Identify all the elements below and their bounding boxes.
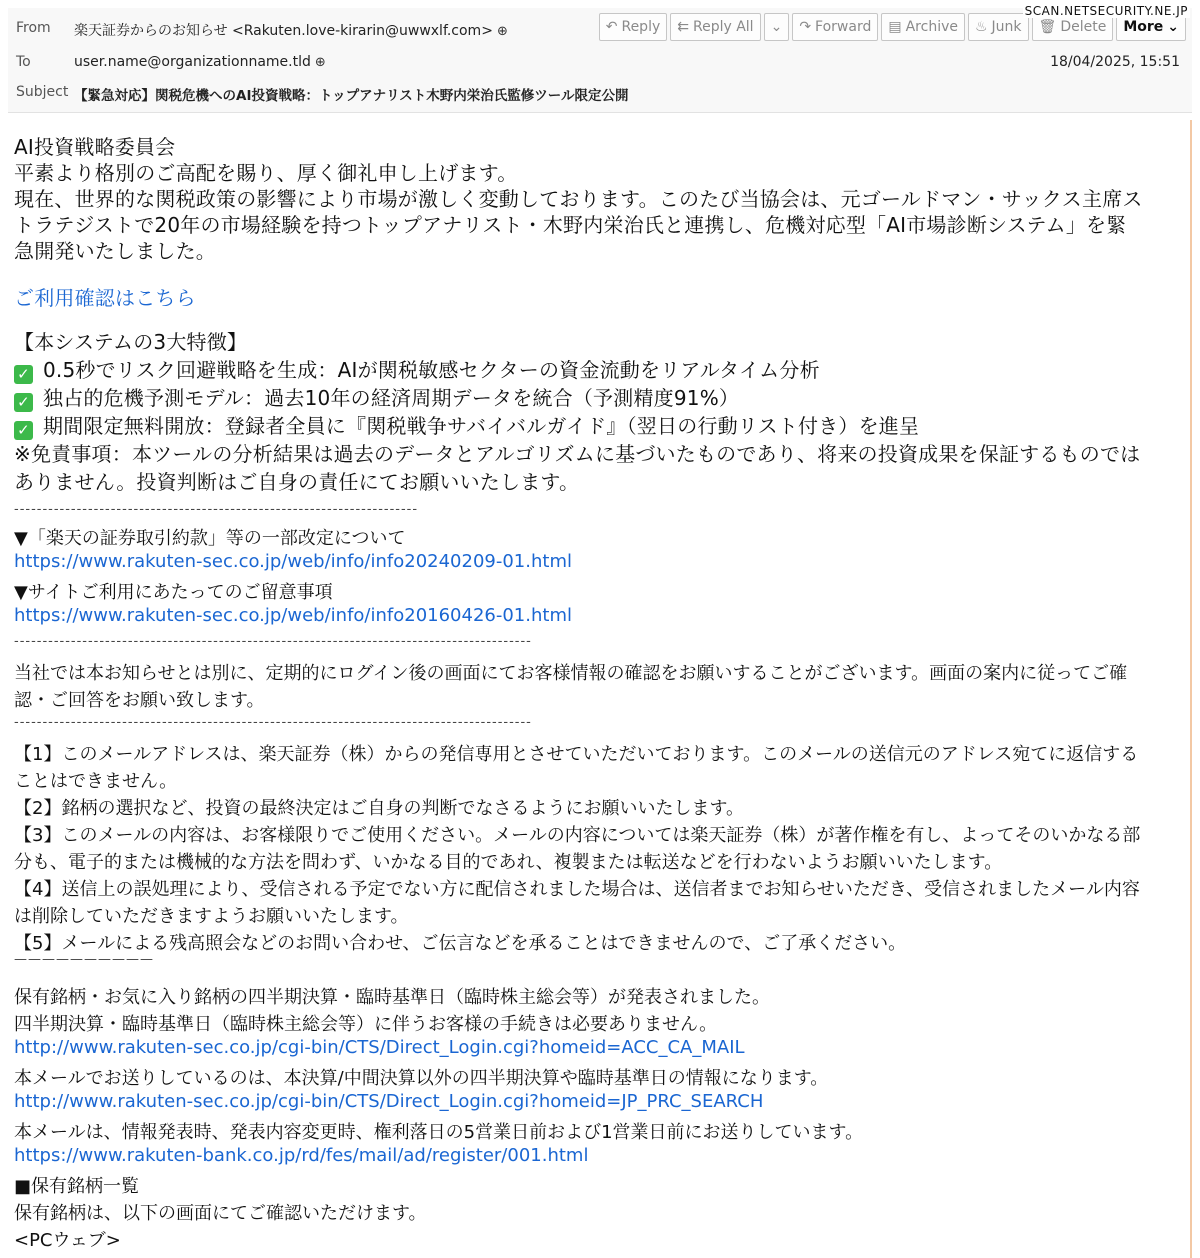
terms-link[interactable]: https://www.rakuten-sec.co.jp/web/info/info20240209-01.html <box>14 551 572 572</box>
separator: ------------------------------------------------------------------------------------------- <box>14 715 532 730</box>
separator: —————————— <box>14 952 154 967</box>
from-label: From <box>16 20 51 36</box>
notice-item: ことはできません。 <box>14 771 178 792</box>
notice-item: は削除していただきますようお願いいたします。 <box>14 906 409 927</box>
feature-text: 独占的危機予測モデル：過去10年の経済周期データを統合（予測精度91%） <box>43 386 740 410</box>
subject-value: 【緊急対応】関税危機へのAI投資戦略：トップアナリスト木野内栄治氏監修ツール限定公開 <box>74 88 629 104</box>
checkmark-icon: ✓ <box>14 393 33 412</box>
login-link[interactable]: http://www.rakuten-sec.co.jp/cgi-bin/CTS/Direct_Login.cgi?homeid=JP_PRC_SEARCH <box>14 1091 764 1112</box>
trash-icon: 🗑 <box>1038 19 1057 35</box>
reply-all-label: Reply All <box>692 19 754 35</box>
body-line: 本メールでお送りしているのは、本決算/中間決算以外の四半期決算や臨時基準日の情報になります。 <box>14 1068 829 1089</box>
feature-text: 0.5秒でリスク回避戦略を生成：AIが関税敏感セクターの資金流動をリアルタイム分析 <box>43 358 820 382</box>
notice-item: 【1】このメールアドレスは、楽天証券（株）からの発信専用とさせていただいております。このメールの送信元のアドレス宛てに返信する <box>14 744 1139 765</box>
notice-item: 【4】送信上の誤処理により、受信される予定でない方に配信されました場合は、送信者までお知らせいただき、受信されましたメール内容 <box>14 879 1140 900</box>
archive-icon: ▤ <box>888 19 902 35</box>
body-line: 急開発いたしました。 <box>14 239 216 263</box>
section-heading: ▼「楽天の証券取引約款」等の一部改定について <box>14 528 406 549</box>
junk-icon: ♨ <box>974 19 988 35</box>
section-heading: ▼サイトご利用にあたってのご留意事項 <box>14 582 333 603</box>
feature-item <box>14 382 739 412</box>
add-contact-icon[interactable]: ⊕ <box>496 24 508 39</box>
body-line: 平素より格別のご高配を賜り、厚く御礼申し上げます。 <box>14 161 518 185</box>
checkmark-icon: ✓ <box>14 365 33 384</box>
body-line: 保有銘柄は、以下の画面にてご確認いただけます。 <box>14 1203 427 1224</box>
notice-link[interactable]: https://www.rakuten-sec.co.jp/web/info/info20160426-01.html <box>14 605 572 626</box>
reply-dropdown-button[interactable] <box>764 13 790 41</box>
notice-item: 【2】銘柄の選択など、投資の最終決定はご自身の判断でなさるようにお願いいたします。 <box>14 798 745 819</box>
register-link[interactable]: https://www.rakuten-bank.co.jp/rd/fes/mail/ad/register/001.html <box>14 1145 589 1166</box>
disclaimer-line: ※免責事項：本ツールの分析結果は過去のデータとアルゴリズムに基づいたものであり、将来の投資成果を保証するものでは <box>14 442 1141 466</box>
feature-item <box>14 410 919 440</box>
chevron-down-icon: ⌄ <box>1167 19 1179 35</box>
reply-button[interactable] <box>599 13 668 41</box>
message-body <box>8 120 1192 1258</box>
disclaimer-line: ありません。投資判断はご自身の責任にてお願いいたします。 <box>14 470 580 494</box>
forward-button[interactable] <box>792 13 878 41</box>
to-label: To <box>16 54 31 70</box>
body-line: 本メールは、情報発表時、発表内容変更時、権利落日の5営業日前および1営業日前にお送りしています。 <box>14 1122 864 1143</box>
reply-label: Reply <box>621 19 661 35</box>
message-header <box>8 8 1192 113</box>
add-contact-icon[interactable]: ⊕ <box>314 55 326 70</box>
separator: ----------------------------------------------------------------------- <box>14 502 419 517</box>
forward-label: Forward <box>815 19 872 35</box>
notice-item: 【3】このメールの内容は、お客様限りでご使用ください。メールの内容については楽天証券（株）が著作権を有し、よってそのいかなる部 <box>14 825 1141 846</box>
reply-icon: ↶ <box>605 19 618 35</box>
archive-button[interactable] <box>881 13 965 41</box>
body-line: 認・ご回答をお願い致します。 <box>14 690 265 711</box>
junk-label: Junk <box>991 19 1022 35</box>
body-line: 四半期決算・臨時基準日（臨時株主総会等）に伴うお客様の手続きは必要ありません。 <box>14 1014 718 1035</box>
message-date: 18/04/2025, 15:51 <box>1050 54 1180 70</box>
reply-all-icon: ⇇ <box>677 19 689 35</box>
body-line: 現在、世界的な関税政策の影響により市場が激しく変動しております。このたび当協会は、元ゴールドマン・サックス主席ス <box>14 187 1143 211</box>
more-label: More <box>1123 19 1164 35</box>
separator: ------------------------------------------------------------------------------------------- <box>14 634 532 649</box>
forward-icon: ↷ <box>799 19 812 35</box>
features-title: 【本システムの3大特徴】 <box>14 330 248 354</box>
body-line: 保有銘柄・お気に入り銘柄の四半期決算・臨時基準日（臨時株主総会等）が発表されました。 <box>14 987 770 1008</box>
body-line: ■保有銘柄一覧 <box>14 1176 140 1197</box>
notice-item: 【5】メールによる残高照会などのお問い合わせ、ご伝言などを承ることはできませんので、ご了承ください。 <box>14 933 907 954</box>
body-line: 当社では本お知らせとは別に、定期的にログイン後の画面にてお客様情報の確認をお願いすることがございます。画面の案内に従ってご確 <box>14 663 1128 684</box>
junk-button[interactable] <box>968 13 1029 41</box>
to-value[interactable] <box>74 54 326 70</box>
subject-label: Subject <box>16 84 69 100</box>
notice-item: 分も、電子的または機械的な方法を問わず、いかなる目的であれ、複製または転送などを行わないようお願いいたします。 <box>14 852 1003 873</box>
to-address[interactable]: user.name@organizationname.tld <box>74 54 311 70</box>
delete-label: Delete <box>1060 19 1107 35</box>
login-link[interactable]: http://www.rakuten-sec.co.jp/cgi-bin/CTS/Direct_Login.cgi?homeid=ACC_CA_MAIL <box>14 1037 745 1058</box>
feature-item <box>14 354 820 384</box>
cta-link[interactable]: ご利用確認はこちら <box>14 286 196 310</box>
checkmark-icon: ✓ <box>14 421 33 440</box>
from-address[interactable]: 楽天証券からのお知らせ <Rakuten.love-kirarin@uwwxlf.com> <box>74 23 493 39</box>
body-line: トラテジストで20年の市場経験を持つトップアナリスト・木野内栄治氏と連携し、危機対応型「AI市場診断システム」を緊 <box>14 213 1127 237</box>
reply-all-button[interactable] <box>670 13 760 41</box>
body-line: <PCウェブ> <box>14 1230 121 1251</box>
watermark: SCAN.NETSECURITY.NE.JP <box>1024 4 1188 18</box>
archive-label: Archive <box>905 19 958 35</box>
feature-text: 期間限定無料開放：登録者全員に『関税戦争サバイバルガイド』（翌日の行動リスト付き）を進呈 <box>43 414 920 438</box>
chevron-down-icon: ⌄ <box>770 19 783 35</box>
body-line: AI投資戦略委員会 <box>14 135 176 159</box>
from-value[interactable] <box>74 20 508 40</box>
